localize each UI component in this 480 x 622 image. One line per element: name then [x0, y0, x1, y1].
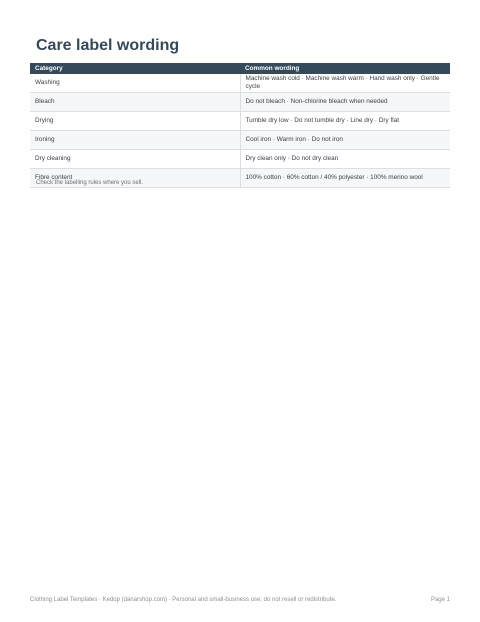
category-cell: Dry cleaning: [30, 150, 240, 169]
category-cell: Washing: [30, 74, 240, 93]
table-header: [30, 63, 450, 74]
page-title: Care label wording: [36, 37, 180, 54]
category-cell: Ironing: [30, 131, 240, 150]
wording-cell: Dry clean only · Do not dry clean: [240, 150, 450, 169]
labelling-note: Check the labelling rules where you sell.: [36, 180, 144, 186]
category-cell: Drying: [30, 112, 240, 131]
care-label-table: [30, 63, 450, 188]
category-cell: Fibre content: [30, 169, 240, 188]
wording-cell: Do not bleach · Non-chlorine bleach when needed: [240, 93, 450, 112]
table-header-row: [30, 63, 450, 74]
column-header-common-wording: Common wording: [240, 63, 450, 74]
table-row: [30, 93, 450, 112]
table-row: [30, 112, 450, 131]
wording-cell: Cool iron · Warm iron · Do not iron: [240, 131, 450, 150]
table-body: [30, 74, 450, 188]
footer-page-number: Page 1: [430, 597, 450, 603]
footer-source: Clothing Label Templates · Kedop (danarshop.com) · Personal and small-business use; do not resell or redistribute.: [30, 597, 337, 603]
table-row: [30, 74, 450, 93]
category-cell: Bleach: [30, 93, 240, 112]
table-row: [30, 131, 450, 150]
wording-cell: Machine wash cold · Machine wash warm · Hand wash only · Gentle cycle: [240, 74, 450, 93]
column-header-category: Category: [30, 63, 240, 74]
table-row: [30, 150, 450, 169]
wording-cell: 100% cotton · 60% cotton / 40% polyester · 100% merino wool: [240, 169, 450, 188]
wording-cell: Tumble dry low · Do not tumble dry · Line dry · Dry flat: [240, 112, 450, 131]
